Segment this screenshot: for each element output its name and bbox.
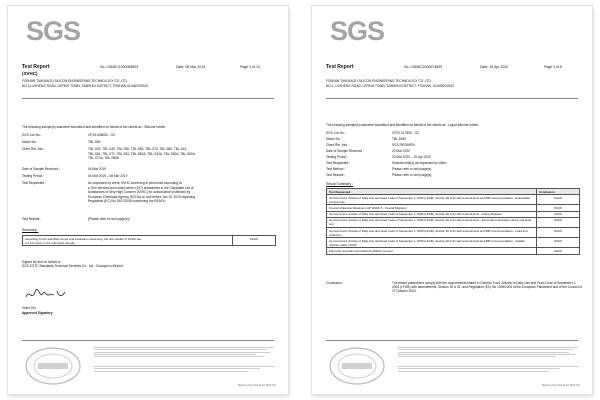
field-label: Date of Sample Received : bbox=[22, 167, 60, 171]
field-job-no bbox=[22, 133, 278, 138]
signature-image bbox=[24, 285, 68, 305]
page-number: Page 1 of 6 bbox=[544, 65, 562, 69]
conclusion-text: The tested parameters comply with the requirements stated in German Food, Articles of Daily Use and Feed Code of September 1, 2005 (LFGB) with amendments, Section 30 & 31, and Regulation (EC) No 1935/2004 of the European Parliament and of the Council of 27 October 2004. bbox=[392, 281, 582, 293]
member-line: Member of the SGS Group (SGS SA) bbox=[541, 385, 580, 387]
signatory-title: Approved Signatory bbox=[22, 311, 53, 315]
field-label: Test Requested : bbox=[22, 181, 46, 185]
field-date-received bbox=[326, 149, 582, 154]
report-title: Test Report bbox=[22, 64, 50, 70]
test-result: PASS bbox=[537, 211, 580, 217]
field-value: CP20-017890 - GZ bbox=[392, 131, 419, 135]
field-value: SGS REGIMEN bbox=[392, 143, 415, 147]
applicant-address: NO.3,LUSHENG ROAD, LEPING TOWN, SANSHUI DISTRICT, FOSHAN,GUANGDONG bbox=[22, 84, 149, 88]
field-label: Test Requested : bbox=[326, 161, 350, 165]
field-label: Testing Period : bbox=[326, 155, 348, 159]
field-value: TBL-S30, TBL-S40, TBL-S50, TBL-S60, TBL-S70, TBL-S80, TBL-S41, TBL-S61, TBL-S71, TBL-S81, TBL-S60A, TBL-S40A, TBL-S50A, TBL-S60A, TBL-S70A, TBL-S80A bbox=[88, 147, 196, 161]
report-subtitle: (SVHC) bbox=[22, 71, 38, 76]
test-name: German Food, Articles of Daily Use and Feed Code of September 1, 2005 (LFGB), Section 30 & 31 with amendments and BfR recommendation - Extractable components bbox=[327, 195, 537, 205]
sample-intro: The following sample(s) was/were submitted and identified on behalf of the clients as : Liquid silicone rubber bbox=[326, 123, 479, 127]
field-label: SGS Job No. : bbox=[22, 133, 43, 137]
test-name: Council of Europe Resolution AP (2004) 5 - Overall Migration bbox=[327, 205, 537, 211]
test-result: PASS bbox=[537, 195, 580, 205]
report-page-lfgb bbox=[312, 6, 592, 394]
field-testing-period bbox=[22, 174, 278, 179]
table-row bbox=[23, 236, 276, 246]
table-row bbox=[327, 227, 580, 237]
test-name: German Food, Articles of Daily Use and Feed Code of September 1, 2005 (LFGB), Section 30 & 31 with amendments - Colour Release bbox=[327, 211, 537, 217]
field-value: TBL-S64 bbox=[88, 140, 101, 144]
table-row bbox=[327, 238, 580, 248]
field-value: TBL-6350 bbox=[392, 137, 406, 141]
result-summary-table bbox=[326, 188, 580, 255]
field-label: Test Method : bbox=[326, 167, 346, 171]
page-number: Page 1 of 14 bbox=[240, 65, 260, 69]
conclusion-label: Conclusion : bbox=[326, 281, 344, 285]
conclusion-block bbox=[326, 282, 582, 293]
field-test-requested bbox=[22, 181, 278, 204]
sgs-seal-stamp bbox=[24, 346, 82, 386]
table-row bbox=[327, 217, 580, 227]
field-label: SGS Job No. : bbox=[326, 131, 347, 135]
member-line: Member of the SGS Group (SGS SA) bbox=[237, 385, 276, 387]
test-name: German Food, Articles of Daily Use and Feed Code of September 1, 2005 (LFGB), Section 30 & 31 with amendments - Sensorial examination odour and taste test bbox=[327, 217, 537, 227]
summary-title: Result Summary : bbox=[326, 182, 353, 186]
field-client-ref bbox=[22, 147, 278, 161]
report-date: Date: 25 Apr 2020 bbox=[480, 65, 509, 69]
legal-notice-text bbox=[398, 347, 578, 359]
summary-text: According to the specified scope and evaluation screening, the test results of SVHC are ≤ 0.1% (w/w) in the submitted sample. bbox=[23, 236, 233, 246]
signing-company: SGS-CSTC Standards Technical Services Co., Ltd.- Guangzhou Branch bbox=[22, 264, 124, 268]
field-value: Selected test(s) as requested by client. bbox=[392, 161, 447, 165]
column-header-test: Test Requested bbox=[327, 189, 537, 195]
applicant-name: FOSHAN TIAN BAOLI SILICON ENGINEERING TECHNOLOGY CO.,LTD. bbox=[22, 79, 128, 83]
test-name: Polycyclic aromatic hydrocarbons (PAHs) Content bbox=[327, 248, 537, 254]
signatory-name: Violet Shi bbox=[22, 306, 36, 310]
summary-title: Summary : bbox=[22, 228, 39, 232]
divider bbox=[22, 98, 274, 99]
table-row bbox=[327, 248, 580, 254]
field-client-ref bbox=[326, 143, 582, 148]
field-model-no bbox=[22, 140, 278, 145]
field-value: 20 Mar 2020 – 25 Apr 2020 bbox=[392, 155, 431, 159]
field-label: Model No. : bbox=[326, 137, 343, 141]
test-name: German Food, Articles of Daily Use and Feed Code of September 1, 2005 (LFGB), Section 30 & 31 with amendments and BfR recommendation - Volatile organic matter (VOM) bbox=[327, 238, 537, 248]
field-model-no bbox=[326, 137, 582, 142]
divider bbox=[326, 340, 578, 341]
field-test-method bbox=[326, 167, 582, 172]
address-footer-text bbox=[398, 366, 578, 375]
summary-table bbox=[22, 235, 276, 246]
field-testing-period bbox=[326, 155, 582, 160]
summary-result: PASS bbox=[233, 236, 276, 246]
test-result: PASS bbox=[537, 217, 580, 227]
sgs-logo: SGS bbox=[330, 16, 385, 46]
field-label: Model No. : bbox=[22, 140, 39, 144]
report-date: Date: 08 Mar 2019 bbox=[176, 65, 205, 69]
field-test-results bbox=[326, 173, 582, 178]
divider bbox=[22, 340, 274, 341]
field-value: CP19-008053 - GZ bbox=[88, 133, 115, 137]
sgs-seal-stamp bbox=[328, 346, 386, 386]
field-date-received bbox=[22, 167, 278, 172]
field-value: Please refer to next page(s). bbox=[392, 173, 433, 177]
report-number: No. CANEC1900084803 bbox=[100, 65, 139, 69]
field-value: As requested by client, SVHC screening is performed according to: ● One hundred and ninety-seven (197) substances in the Candidate List of Substances of Very High Concern (SVHC) for authorization published by European Chemicals Agency (ECHA) on and before Jan 15, 2019 regarding Regulation (EC) No 1907/2006 concerning the REACH. bbox=[88, 181, 196, 204]
test-result: PASS bbox=[537, 248, 580, 254]
table-row bbox=[327, 195, 580, 205]
report-title: Test Report bbox=[326, 64, 354, 70]
field-value: 04 Mar 2019 – 08 Mar 2019 bbox=[88, 174, 128, 178]
field-label: Date of Sample Received : bbox=[326, 149, 364, 153]
applicant-name: FOSHAN TIAN BAOLI SILICON ENGINEERING TECHNOLOGY CO.,LTD. bbox=[326, 79, 432, 83]
test-result: PASS bbox=[537, 238, 580, 248]
test-result: PASS bbox=[537, 205, 580, 211]
test-name: German Food, Articles of Daily Use and Feed Code of September 1, 2005 (LFGB), Section 30 & 31 with amendments and BfR recommendation - Lead and Cadmium bbox=[327, 227, 537, 237]
field-label: Testing Period : bbox=[22, 174, 44, 178]
sample-intro: The following sample(s) was/were submitted and identified on behalf of the clients as : Silicone rubber bbox=[22, 125, 166, 129]
field-value: Please refer to next page(s). bbox=[392, 167, 433, 171]
field-label: Client Ref. Info. : bbox=[22, 147, 46, 151]
field-value: (Please refer to next page(s)). bbox=[88, 217, 131, 221]
report-page-svhc bbox=[8, 6, 288, 394]
applicant-address: NO.3, LUSHENG ROAD, LEPING TOWN, SANSHUI DISTRICT, FOSHAN, GUANGDONG bbox=[326, 84, 454, 88]
field-test-requested bbox=[326, 161, 582, 166]
test-result: PASS bbox=[537, 227, 580, 237]
signed-for: Signed for and on behalf of bbox=[22, 260, 61, 264]
divider bbox=[326, 98, 578, 99]
column-header-conclusion: Conclusion bbox=[537, 189, 580, 195]
field-value: 20 Mar 2020 bbox=[392, 149, 410, 153]
field-label: Test Results : bbox=[22, 217, 42, 221]
legal-notice-text bbox=[94, 347, 274, 359]
field-label: Client Ref. Info. : bbox=[326, 143, 350, 147]
sgs-logo: SGS bbox=[26, 16, 81, 46]
report-number: No. CANEC2000574839 bbox=[404, 65, 443, 69]
field-value: 04 Mar 2019 bbox=[88, 167, 106, 171]
field-label: Test Results : bbox=[326, 173, 346, 177]
field-test-results bbox=[22, 217, 278, 222]
field-job-no bbox=[326, 131, 582, 136]
address-footer-text bbox=[94, 366, 274, 375]
